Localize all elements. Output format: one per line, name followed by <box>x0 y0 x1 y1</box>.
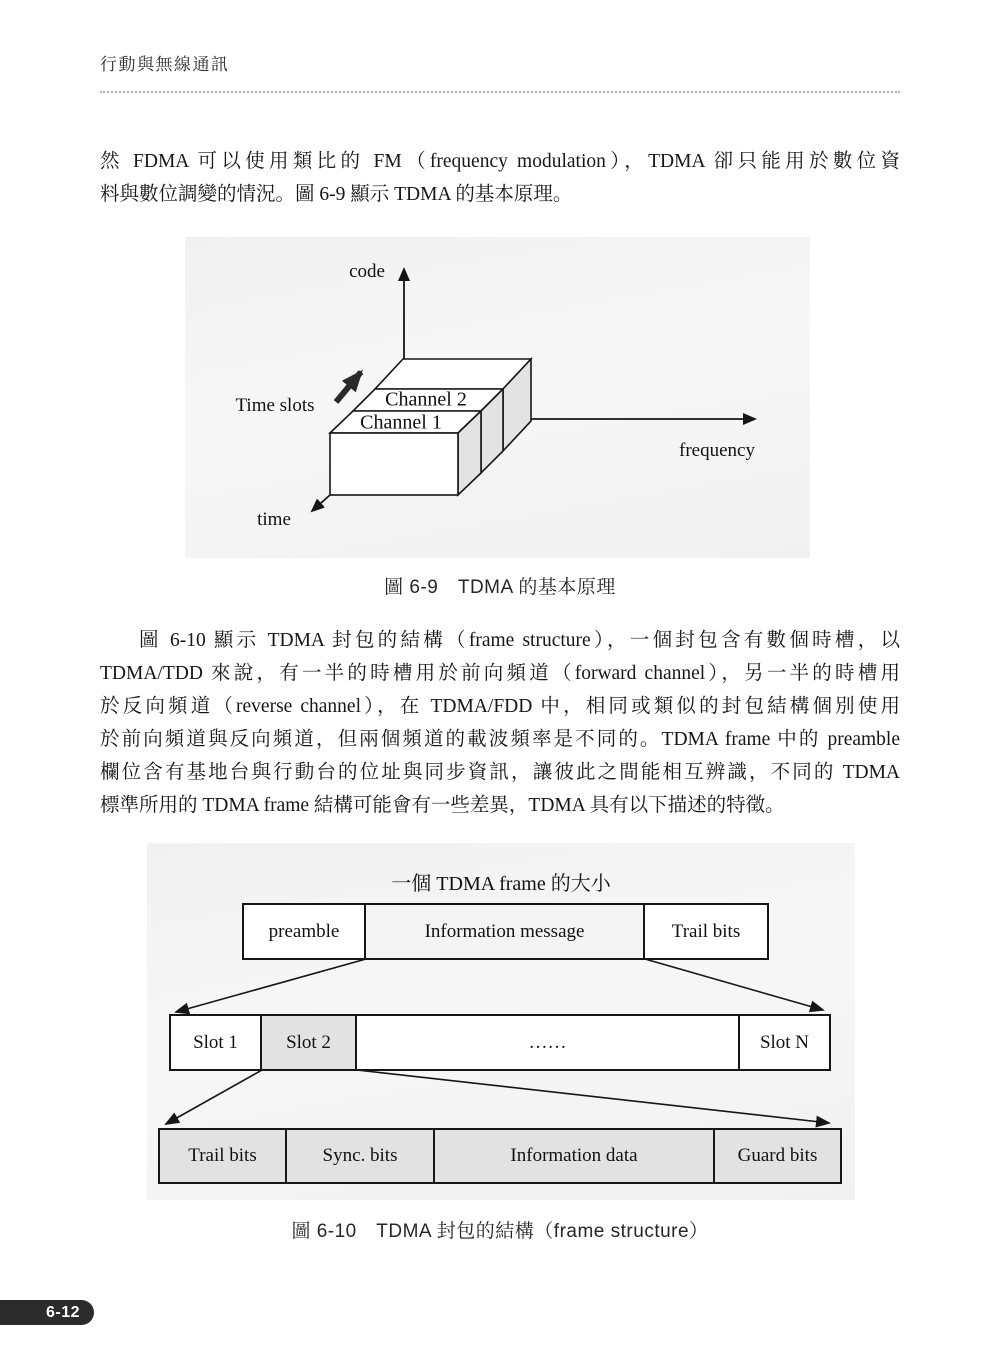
slot-2-box: Slot 2 <box>260 1014 357 1071</box>
figure-6-9-caption: 圖 6-9 TDMA 的基本原理 <box>384 577 616 598</box>
slot-n-box: Slot N <box>738 1014 831 1071</box>
time-slots-arrow <box>336 372 361 402</box>
slots-ellipsis-box: …… <box>355 1014 740 1071</box>
frame-to-slots-left-line <box>176 959 366 1012</box>
page-header <box>100 53 900 93</box>
channel2-label: Channel 2 <box>385 388 467 411</box>
slot-field-trail-bits: Trail bits <box>158 1128 287 1184</box>
channel1-label: Channel 1 <box>360 411 442 434</box>
body-text-line: 標準所用的 TDMA frame 結構可能會有一些差異，TDMA 具有以下描述的特徵。 <box>100 795 785 816</box>
figure-6-10-caption: 圖 6-10 TDMA 封包的結構（frame structure） <box>291 1221 709 1242</box>
block-front-face <box>330 433 458 495</box>
time-axis-label: time <box>257 509 291 530</box>
frequency-axis-label: frequency <box>679 440 755 461</box>
frame-field-trail-bits: Trail bits <box>643 903 769 960</box>
slot-field-sync-bits: Sync. bits <box>285 1128 435 1184</box>
body-text-line: 於反向頻道（reverse channel），在 TDMA/FDD 中，相同或類似的封包結構個別使用 <box>100 696 900 717</box>
body-text-line: 欄位含有基地台與行動台的位址與同步資訊，讓彼此之間能相互辨識，不同的 TDMA <box>100 762 900 783</box>
body-text-line: TDMA/TDD 來說，有一半的時槽用於前向頻道（forward channel），另一半的時槽用 <box>100 663 900 684</box>
chapter-title: 行動與無線通訊 <box>100 55 230 74</box>
frame-field-preamble: preamble <box>242 903 366 960</box>
figure-6-10 <box>147 843 855 1200</box>
frame-size-title: 一個 TDMA frame 的大小 <box>391 873 611 895</box>
page-number-badge: 6-12 <box>0 1300 94 1325</box>
slot-field-guard-bits: Guard bits <box>713 1128 842 1184</box>
figure-6-9 <box>185 237 810 558</box>
frame-to-slots-right-line <box>645 959 823 1010</box>
body-text-line: 圖 6-10 顯示 TDMA 封包的結構（frame structure），一個封包含有數個時槽，以 <box>139 630 900 651</box>
time-axis <box>312 495 330 511</box>
slot-1-box: Slot 1 <box>169 1014 262 1071</box>
paragraph-1 <box>100 145 900 211</box>
slot-field-information-data: Information data <box>433 1128 715 1184</box>
slot-to-fields-left-line <box>166 1070 262 1124</box>
slot-to-fields-right-line <box>357 1070 829 1123</box>
frame-field-information: Information message <box>364 903 645 960</box>
code-axis-label: code <box>349 261 385 282</box>
body-text-line: 然 FDMA 可以使用類比的 FM（frequency modulation），TDMA 卻只能用於數位資 <box>100 151 900 172</box>
paragraph-2 <box>100 624 900 822</box>
time-slots-label: Time slots <box>235 395 315 416</box>
body-text-line: 於前向頻道與反向頻道，但兩個頻道的載波頻率是不同的。TDMA frame 中的 preamble <box>100 729 900 750</box>
body-text-line: 料與數位調變的情況。圖 6-9 顯示 TDMA 的基本原理。 <box>100 184 573 205</box>
